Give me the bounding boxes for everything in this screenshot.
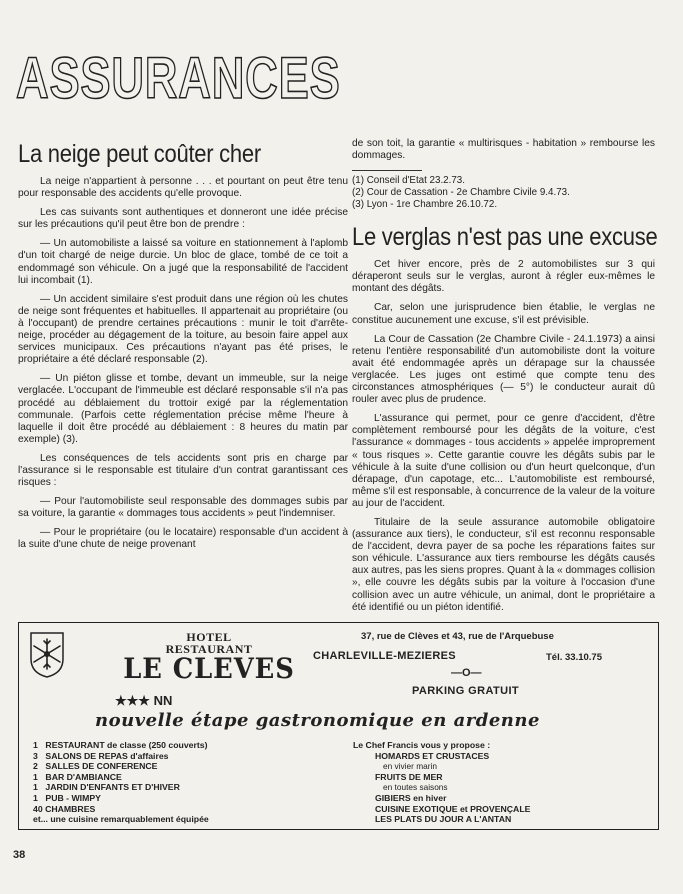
article2-title: Le verglas n'est pas une excuse: [352, 223, 658, 252]
footnote: (3) Lyon - 1re Chambre 26.10.72.: [352, 199, 498, 211]
article2-paragraph: Titulaire de la seule assurance automobile obligatoire (assurance aux tiers), le conducteur, s'il est reconnu responsable de l'accident, devra payer de sa poche les réparations faites sur son véhicule. L'assurance aux tiers rembourse les dégâts causés aux autres, pas les siens propres. Quant à la « dommages collision », elle couvre les dégâts subis par la voiture à l'occasion d'une collision avec un autre véhicule, un animal, dont le propriétaire a été identifié ou un piéton identifié.: [352, 516, 655, 613]
article1-paragraph: Les cas suivants sont authentiques et donneront une idée précise sur les précautions qu'il peut être bon de prendre :: [18, 207, 348, 231]
article2-paragraph: Cet hiver encore, près de 2 automobilistes sur 3 qui déraperont seuls sur le verglas, auront à régler eux-mêmes le montant des dégâts.: [352, 259, 655, 295]
article1-title: La neige peut coûter cher: [18, 140, 261, 168]
article2-paragraph: L'assurance qui permet, pour ce genre d'accident, d'être complètement remboursé pour les dégâts de la voiture, c'est l'assurance « dommages - tous accidents » appelée improprement « tous risques ». Cette garantie couvre les dégâts subis par le véhicule à la suite d'une collision ou d'un heurt quelconque, d'un dérapage, d'un capotage, etc... L'automobiliste est remboursé, même s'il est responsable, à concurrence de la valeur de la voiture au jour de l'accident.: [352, 413, 655, 509]
article-right-column: [352, 138, 658, 621]
star-rating: ★★★ NN: [115, 693, 173, 708]
services-footer: et... une cuisine remarquablement équipée: [33, 814, 209, 825]
service-item: 2 SALLES DE CONFERENCE: [33, 761, 158, 772]
parking-notice: PARKING GRATUIT: [412, 685, 520, 697]
footnote: (2) Cour de Cassation - 2e Chambre Civile 9.4.73.: [352, 187, 570, 199]
section-masthead: ASSURANCES: [16, 46, 341, 111]
restaurant-label: RESTAURANT: [165, 642, 253, 656]
article1-paragraph: — Un piéton glisse et tombe, devant un immeuble, sur la neige verglacée. L'occupant de l'immeuble est déclaré responsable s'il n'a pas procédé au déblaiement du trottoir exigé par la réglementation communale. (Parfois cette réglementation précise même l'heure à laquelle il doit être procédé au déblaiement : 8 heures du matin par exemple) (3).: [18, 373, 348, 445]
footnote-divider: [352, 170, 422, 171]
menu-item: HOMARDS ET CRUSTACES: [375, 750, 490, 761]
article1-paragraph: Les conséquences de tels accidents sont pris en charge par l'assurance si le responsable est titulaire d'un contrat garantissant ces risques :: [18, 452, 348, 489]
hotel-city: CHARLEVILLE-MEZIERES: [313, 650, 456, 662]
hotel-label: HOTEL: [186, 630, 232, 644]
snowflake-crest-icon: [27, 629, 67, 679]
menu-item: FRUITS DE MER: [375, 771, 443, 782]
service-item: 1 PUB - WIMPY: [33, 792, 101, 803]
service-item: 40 CHAMBRES: [33, 803, 96, 814]
service-item: 1 JARDIN D'ENFANTS ET D'HIVER: [33, 782, 180, 793]
hotel-address: 37, rue de Clèves et 43, rue de l'Arquebuse: [361, 631, 554, 642]
menu-item: LES PLATS DU JOUR A L'ANTAN: [375, 814, 512, 825]
ad-slogan: nouvelle étape gastronomique en ardenne: [95, 710, 540, 731]
chef-menu: [353, 740, 530, 825]
article1-paragraph: — Pour le propriétaire (ou le locataire) responsable d'un accident à la suite d'une chute de neige provenant: [18, 527, 348, 551]
article1-paragraph: La neige n'appartient à personne . . . et pourtant on peut être tenu pour responsable des accidents qu'elle provoque.: [18, 176, 348, 200]
article-left-column: [18, 140, 348, 559]
service-item: 1 RESTAURANT de classe (250 couverts): [33, 740, 208, 750]
article2-paragraph: La Cour de Cassation (2e Chambre Civile - 24.1.1973) a ainsi retenu l'entière responsabilité d'un automobiliste dont la voiture avait été endommagée après un dérapage sur la chaussée verglacée. Les juges ont estimé que compte tenu des circonstances atmosphériques (— 5°) le conducteur aurait dû rouler avec plus de prudence.: [352, 333, 655, 406]
service-item: 3 SALONS DE REPAS d'affaires: [33, 750, 169, 761]
article2-paragraph: Car, selon une jurisprudence bien établie, le verglas ne constitue aucunement une excuse, s'il est prévisible.: [352, 302, 655, 326]
hotel-advertisement: [18, 622, 659, 830]
hotel-phone: Tél. 33.10.75: [546, 652, 602, 663]
article1-continuation: de son toit, la garantie « multirisques - habitation » rembourse les dommages.: [352, 138, 655, 162]
article1-paragraph: — Pour l'automobiliste seul responsable des dommages subis par sa voiture, la garantie « dommages tous accidents » peut l'indemniser.: [18, 496, 348, 520]
hotel-name: LE CLEVES: [123, 652, 295, 685]
menu-item-note: en vivier marin: [383, 761, 437, 772]
page-number: 38: [13, 849, 26, 861]
separator: —O—: [451, 667, 482, 679]
article1-paragraph: — Un automobiliste a laissé sa voiture en stationnement à l'aplomb d'un toit chargé de neige durcie. Un bloc de glace, tombé de ce toit a endommagé son véhicule. On a jugé que la responsabilité de l'accident lui incombait (1).: [18, 238, 348, 286]
chef-intro: Le Chef Francis vous y propose :: [353, 740, 491, 750]
menu-item-note: en toutes saisons: [383, 782, 448, 793]
menu-item: GIBIERS en hiver: [375, 792, 447, 803]
menu-item: CUISINE EXOTIQUE et PROVENÇALE: [375, 803, 531, 814]
footnote: (1) Conseil d'Etat 23.2.73.: [352, 175, 465, 187]
service-item: 1 BAR D'AMBIANCE: [33, 771, 122, 782]
services-list: [33, 740, 209, 825]
article1-paragraph: — Un accident similaire s'est produit dans une région où les chutes de neige sont fréquentes et habituelles. Il appartenait au propriétaire (ou à l'occupant) de prendre certaines précautions : munir le toit d'arrête-neige, procéder au dégagement de la toiture, au besoin faire appel aux services municipaux. Ces précautions n'ayant pas été prises, le propriétaire a été déclaré responsable (2).: [18, 293, 348, 366]
footnotes: [352, 175, 655, 211]
